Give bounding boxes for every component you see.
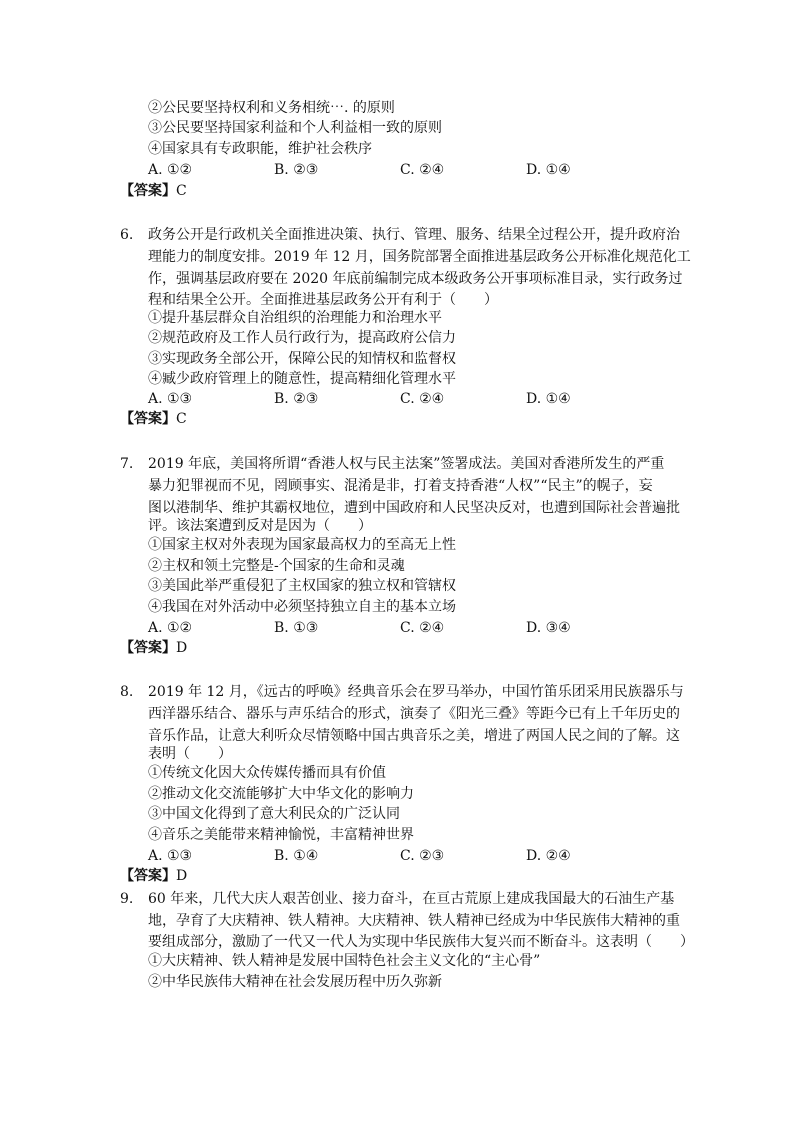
q9-stem-line-1: 60 年来，几代大庆人艰苦创业、接力奋斗，在亘古荒原上建成我国最大的石油生产基 — [148, 891, 675, 907]
q9-item-2: ②中华民族伟大精神在社会发展历程中历久弥新 — [148, 974, 442, 990]
q7-option-a: A. ①② — [148, 620, 193, 636]
q7-item-4: ④我国在对外活动中必须坚持独立自主的基本立场 — [148, 599, 456, 615]
q6-item-3: ③实现政务全部公开，保障公民的知情权和监督权 — [148, 351, 456, 367]
q7-item-2: ②主权和领土完整是-个国家的生命和灵魂 — [148, 558, 405, 574]
q6-option-c: C. ②④ — [400, 391, 445, 407]
q9-stem-line-3: 要组成部分，激励了一代又一代人为实现中华民族伟大复兴而不断奋斗。这表明（ ） — [148, 934, 694, 950]
q6-stem-line-4: 程和结果全公开。全面推进基层政务公开有利于（ ） — [148, 292, 498, 308]
q6-option-b: B. ②③ — [274, 391, 319, 407]
q6-item-1: ①提升基层群众自治组织的治理能力和治理水平 — [148, 310, 442, 326]
q8-item-1: ①传统文化因大众传媒传播而具有价值 — [148, 765, 386, 781]
q7-stem-line-2: 暴力犯罪视而不见，罔顾事实、混淆是非，打着支持香港“人权”“民主”的幌子，妄 — [148, 478, 653, 494]
q9-item-1: ①大庆精神、铁人精神是发展中国特色社会主义文化的“主心骨” — [148, 953, 541, 969]
answer-value: C — [176, 183, 187, 199]
q8-item-2: ②推动文化交流能够扩大中华文化的影响力 — [148, 786, 414, 802]
top-option-d: D. ①④ — [526, 162, 571, 178]
top-option-b: B. ②③ — [274, 162, 319, 178]
top-option-a: A. ①② — [148, 162, 193, 178]
q7-option-c: C. ②④ — [400, 620, 445, 636]
q9-number: 9. — [120, 891, 134, 907]
q7-item-1: ①国家主权对外表现为国家最高权力的至高无上性 — [148, 537, 456, 553]
q6-option-a: A. ①③ — [148, 391, 193, 407]
answer-label: 【答案】 — [120, 411, 176, 427]
answer-value: D — [176, 868, 188, 884]
q8-item-4: ④音乐之美能带来精神愉悦，丰富精神世界 — [148, 827, 414, 843]
q7-stem-line-1: 2019 年底，美国将所谓“香港人权与民主法案”签署成法。美国对香港所发生的严重 — [148, 456, 665, 472]
q6-item-4: ④臧少政府管理上的随意性，提高精细化管理水平 — [148, 371, 456, 387]
q8-stem-line-1: 2019 年 12 月，《远古的呼唤》经典音乐会在罗马举办，中国竹笛乐团采用民族器乐与 — [148, 684, 684, 700]
q7-option-b: B. ①③ — [274, 620, 319, 636]
q8-stem-line-4: 表明（ ） — [148, 746, 232, 762]
q7-item-3: ③美国此举严重侵犯了主权国家的独立权和管辖权 — [148, 578, 456, 594]
q8-option-a: A. ①③ — [148, 848, 193, 864]
q8-answer — [120, 866, 187, 886]
q8-item-3: ③中国文化得到了意大利民众的广泛认同 — [148, 806, 400, 822]
answer-label: 【答案】 — [120, 868, 176, 884]
answer-label: 【答案】 — [120, 640, 176, 656]
top-option-c: C. ②④ — [400, 162, 445, 178]
q8-option-b: B. ①④ — [274, 848, 319, 864]
q6-stem-line-2: 理能力的制度安排。2019 年 12 月，国务院部署全面推进基层政务公开标准化规范化工 — [148, 249, 691, 265]
q7-stem-line-3: 图以港制华、维护其霸权地位，遭到中国政府和人民坚决反对，也遭到国际社会普遍批 — [148, 500, 680, 516]
q7-answer — [120, 638, 187, 658]
q6-answer — [120, 409, 187, 429]
answer-value: D — [176, 640, 188, 656]
top-item-2: ②公民要坚持权利和义务相统⋯. 的原则 — [148, 100, 395, 116]
q6-stem-line-1: 政务公开是行政机关全面推进决策、执行、管理、服务、结果全过程公开，提升政府治 — [148, 227, 680, 243]
q7-stem-line-4: 评。该法案遭到反对是因为（ ） — [148, 518, 372, 534]
q6-item-2: ②规范政府及工作人员行政行为，提高政府公信力 — [148, 330, 456, 346]
q6-option-d: D. ①④ — [526, 391, 571, 407]
q6-stem-line-3: 作，强调基层政府要在 2020 年底前编制完成本级政务公开事项标准目录，实行政务过 — [148, 271, 683, 287]
q9-stem-line-2: 地，孕育了大庆精神、铁人精神。大庆精神、铁人精神已经成为中华民族伟大精神的重 — [148, 913, 680, 929]
q8-option-d: D. ②④ — [526, 848, 571, 864]
top-item-4: ④国家具有专政职能，维护社会秩序 — [148, 141, 372, 157]
top-answer — [120, 181, 187, 201]
q8-stem-line-3: 音乐作品，让意大利听众尽情领略中国古典音乐之美，增进了两国人民之间的了解。这 — [148, 728, 680, 744]
q6-number: 6. — [120, 227, 134, 243]
q8-stem-line-2: 西洋器乐结合、器乐与声乐结合的形式，演奏了《阳光三叠》等距今已有上千年历史的 — [148, 706, 680, 722]
q8-option-c: C. ②③ — [400, 848, 445, 864]
q8-number: 8. — [120, 684, 134, 700]
answer-value: C — [176, 411, 187, 427]
answer-label: 【答案】 — [120, 183, 176, 199]
top-item-3: ③公民要坚持国家利益和个人利益相一致的原则 — [148, 120, 442, 136]
q7-number: 7. — [120, 456, 134, 472]
q7-option-d: D. ③④ — [526, 620, 571, 636]
